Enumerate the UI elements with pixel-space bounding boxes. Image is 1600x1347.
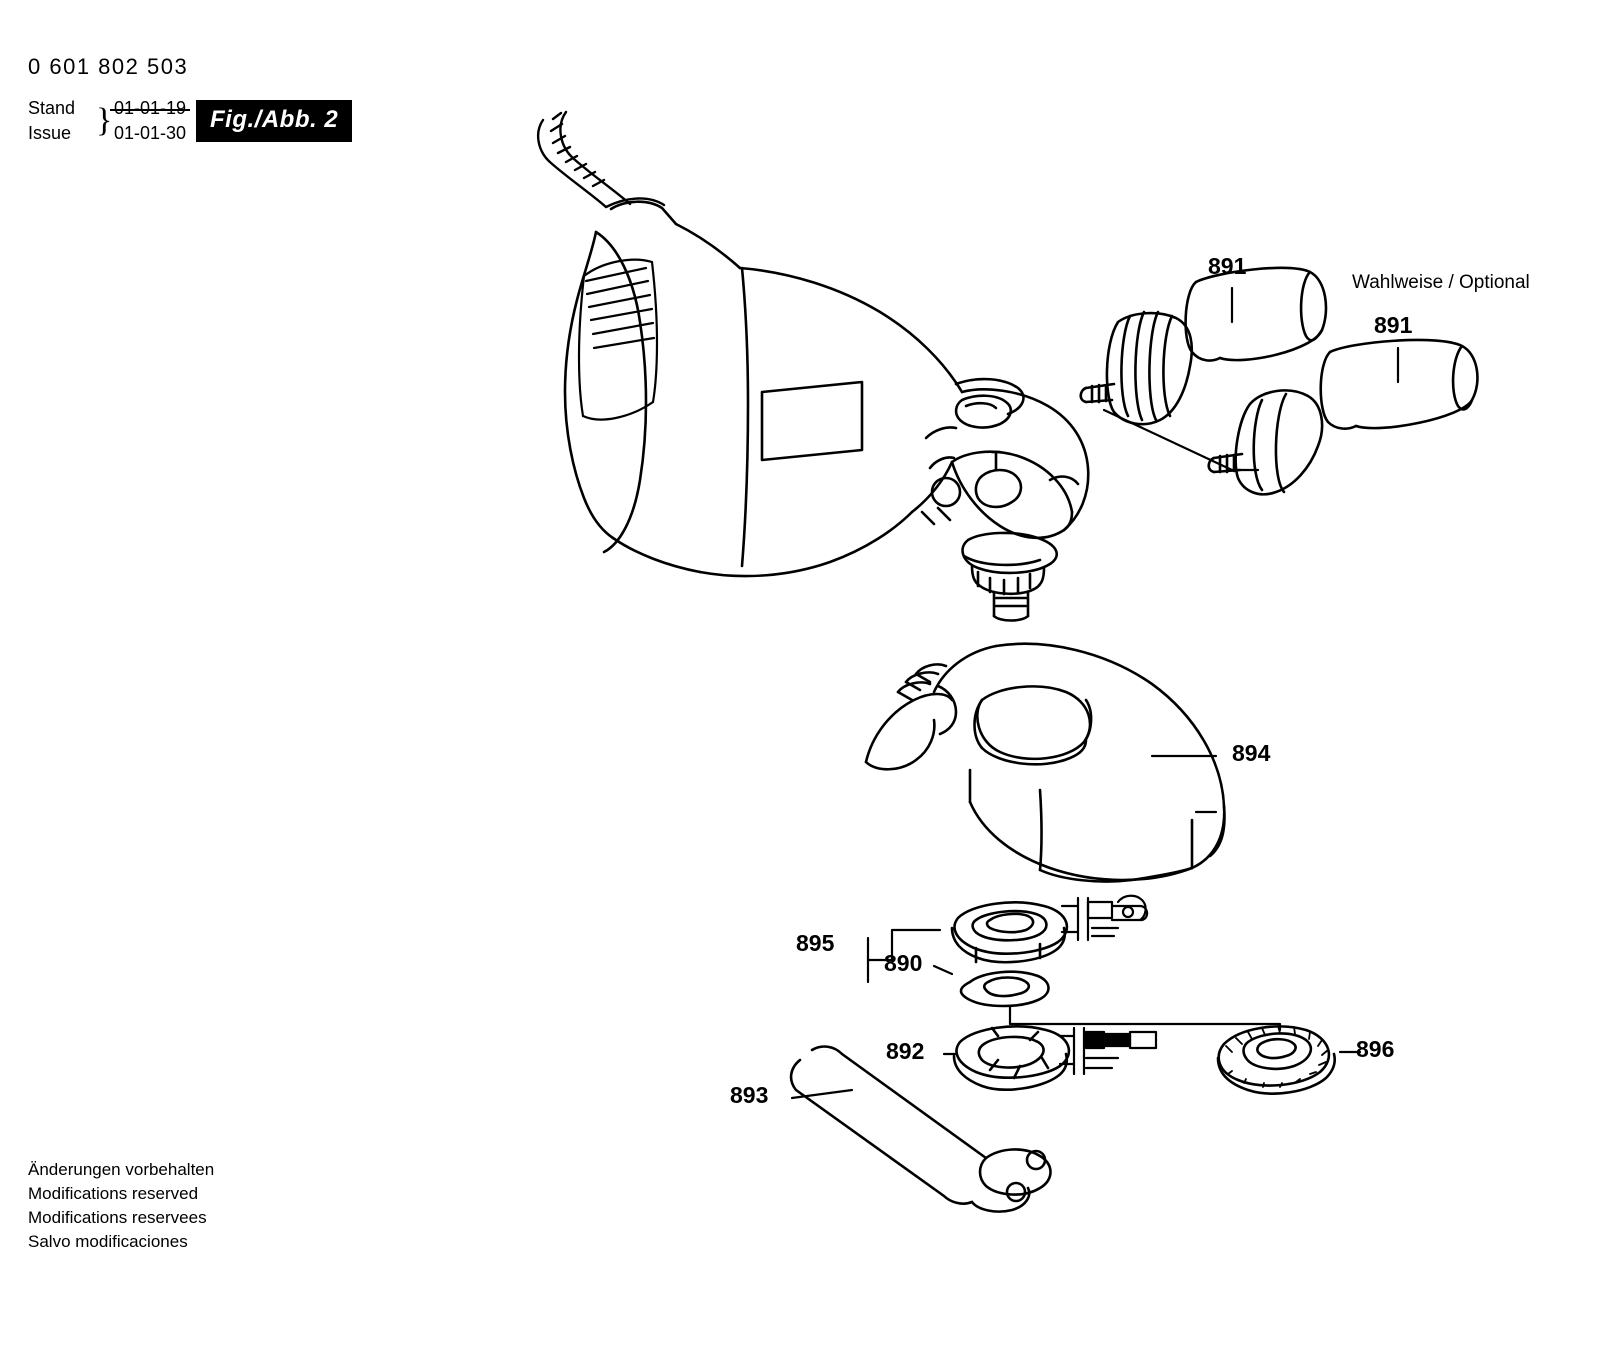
gear-head: [912, 379, 1088, 538]
issue-dates: [114, 96, 186, 146]
date-superseded: 01-01-19: [114, 96, 186, 121]
figure-badge: Fig./Abb. 2: [196, 100, 352, 142]
wheel-guard: [866, 644, 1224, 882]
optional-note: Wahlweise / Optional: [1352, 272, 1530, 293]
inner-flange-assembly: [952, 902, 1067, 1006]
callout-892: 892: [886, 1038, 925, 1064]
pin-spanner-wrench: [791, 1047, 1050, 1212]
auxiliary-handle-lower: [1209, 340, 1478, 494]
callout-891-lower: 891: [1374, 312, 1413, 338]
date-current: 01-01-30: [114, 123, 187, 143]
callout-893: 893: [730, 1082, 769, 1108]
callout-896: 896: [1356, 1036, 1395, 1062]
footer-line-es: Salvo modificaciones: [28, 1232, 188, 1251]
footer-line-de: Änderungen vorbehalten: [28, 1160, 215, 1179]
brace-glyph: }: [96, 102, 113, 139]
footer-line-en: Modifications reserved: [28, 1184, 199, 1203]
part-number: 0 601 802 503: [28, 54, 189, 79]
leader-lines: [792, 288, 1398, 1098]
quick-clamp-nut: [1218, 1026, 1335, 1094]
callout-895: 895: [796, 930, 835, 956]
motor-housing: [565, 202, 962, 576]
footer-line-fr: Modifications reservees: [28, 1208, 207, 1227]
issue-date-labels: [28, 96, 75, 146]
clamping-nut: [954, 1026, 1069, 1089]
power-cord: [538, 112, 664, 207]
issue-label: Issue: [28, 123, 72, 143]
footer-disclaimer: [28, 1158, 214, 1254]
tool-icons: [1060, 896, 1156, 1074]
callout-894: 894: [1232, 740, 1271, 766]
callout-891-upper: 891: [1208, 253, 1247, 279]
spindle-collar: [963, 533, 1057, 621]
auxiliary-handle-upper: [1081, 268, 1326, 424]
stand-label: Stand: [28, 98, 76, 118]
callout-890: 890: [884, 950, 923, 976]
